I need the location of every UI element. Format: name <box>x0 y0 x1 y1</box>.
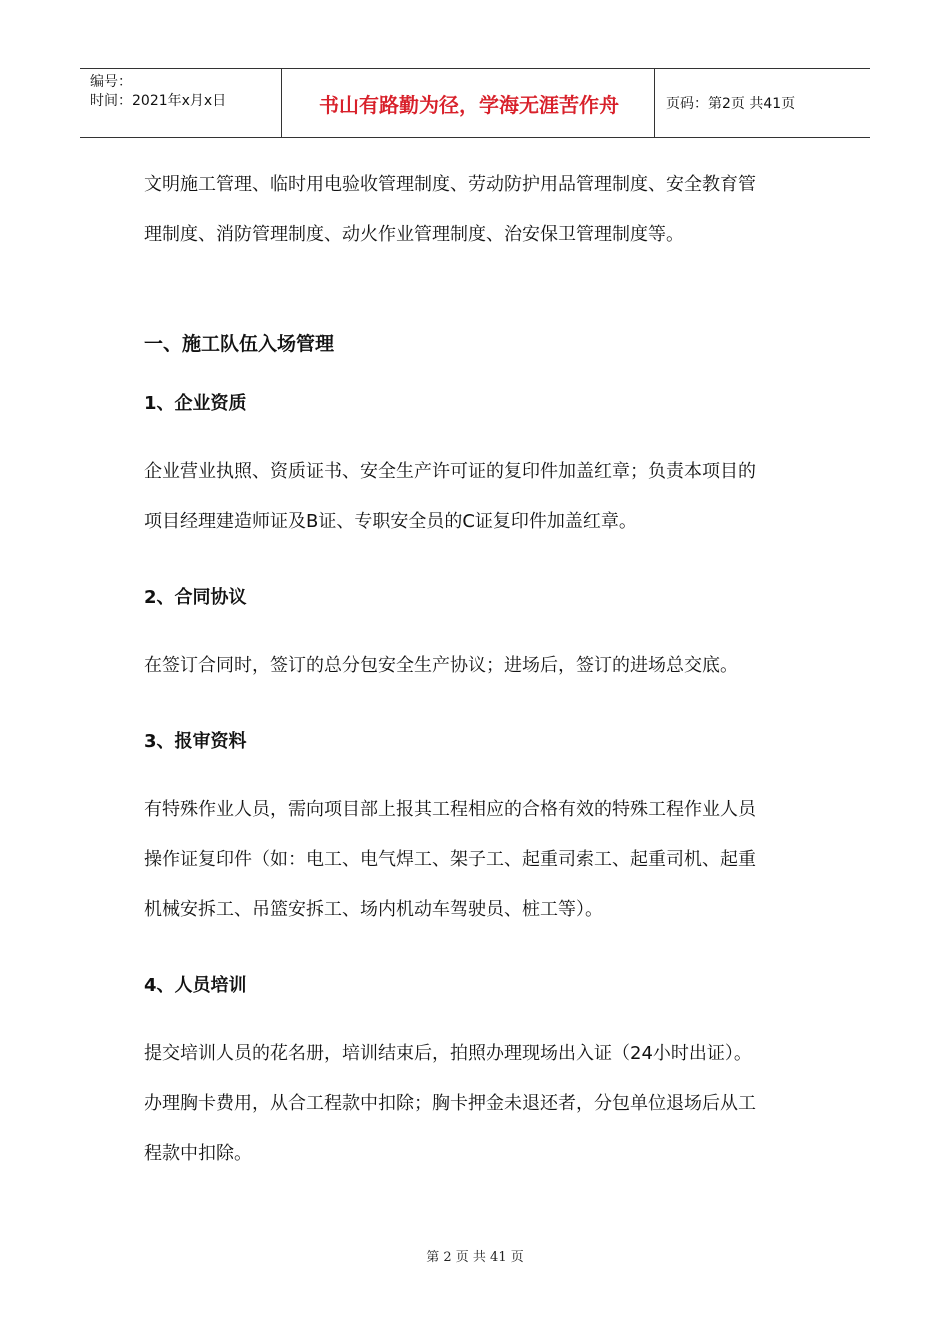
header-page-label: 页码：第2页 共41页 <box>666 96 796 112</box>
paragraph-line: 有特殊作业人员，需向项目部上报其工程相应的合格有效的特殊工程作业人员 <box>144 799 756 820</box>
page-header <box>80 68 870 138</box>
item-paragraph <box>144 447 804 547</box>
paragraph-line: 项目经理建造师证及B证、专职安全员的C证复印件加盖红章。 <box>144 511 637 532</box>
item-heading: 4、人员培训 <box>144 975 247 996</box>
paragraph-line: 提交培训人员的花名册，培训结束后，拍照办理现场出入证（24小时出证）。 <box>144 1043 752 1064</box>
paragraph-line: 办理胸卡费用，从合工程款中扣除；胸卡押金未退还者，分包单位退场后从工 <box>144 1093 756 1114</box>
item-heading: 2、合同协议 <box>144 587 247 608</box>
item-heading: 1、企业资质 <box>144 393 247 414</box>
item-heading: 3、报审资料 <box>144 731 247 752</box>
intro-paragraph <box>144 160 804 260</box>
paragraph-line: 在签订合同时，签订的总分包安全生产协议；进场后，签订的进场总交底。 <box>144 655 738 676</box>
item-paragraph <box>144 785 804 935</box>
section-title: 一、施工队伍入场管理 <box>144 333 335 355</box>
doc-number-label: 编号： <box>90 74 132 90</box>
item-paragraph <box>144 1029 804 1179</box>
page-footer: 第 2 页 共 41 页 <box>426 1250 524 1265</box>
paragraph-line: 文明施工管理、临时用电验收管理制度、劳动防护用品管理制度、安全教育管 <box>144 174 756 195</box>
paragraph-line: 操作证复印件（如：电工、电气焊工、架子工、起重司索工、起重司机、起重 <box>144 849 756 870</box>
doc-time-label: 时间：2021年x月x日 <box>90 93 227 109</box>
header-motto: 书山有路勤为径，学海无涯苦作舟 <box>319 92 619 117</box>
header-meta <box>90 73 226 111</box>
paragraph-line: 程款中扣除。 <box>144 1143 252 1164</box>
paragraph-line: 机械安拆工、吊篮安拆工、场内机动车驾驶员、桩工等）。 <box>144 899 603 920</box>
item-paragraph <box>144 641 804 691</box>
paragraph-line: 企业营业执照、资质证书、安全生产许可证的复印件加盖红章；负责本项目的 <box>144 461 756 482</box>
paragraph-line: 理制度、消防管理制度、动火作业管理制度、治安保卫管理制度等。 <box>144 224 684 245</box>
